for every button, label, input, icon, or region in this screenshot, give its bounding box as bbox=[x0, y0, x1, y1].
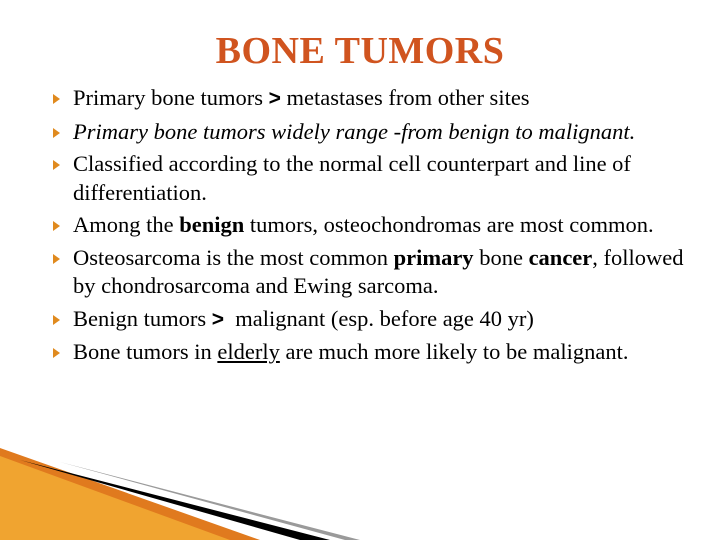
bullet-arrow-icon bbox=[53, 94, 60, 104]
bullet-text: are much more likely to be malignant. bbox=[279, 339, 629, 364]
bullet-text: Osteosarcoma is the most common bbox=[73, 244, 394, 270]
bold-term: cancer bbox=[528, 244, 593, 270]
bullet-text: bone bbox=[473, 244, 529, 270]
bullet-text: Among the bbox=[73, 212, 180, 237]
underlined-term: elderly bbox=[217, 339, 280, 364]
bullet-classification bbox=[48, 150, 698, 207]
bullet-primary-vs-metastases bbox=[48, 84, 698, 114]
bullet-text: Primary bone tumors widely range -from benign to malignant. bbox=[73, 118, 636, 144]
bullet-benign-common bbox=[48, 211, 698, 240]
bullet-arrow-icon bbox=[53, 128, 60, 138]
greater-than-symbol: > bbox=[268, 87, 281, 110]
bullet-osteosarcoma bbox=[48, 244, 698, 301]
bullet-arrow-icon bbox=[53, 221, 60, 231]
slide-title: BONE TUMORS bbox=[215, 30, 505, 72]
bullet-arrow-icon bbox=[53, 160, 60, 170]
greater-than-symbol: > bbox=[211, 307, 225, 331]
bullet-arrow-icon bbox=[53, 348, 60, 358]
bullet-list bbox=[48, 84, 698, 371]
bullet-text: Primary bone tumors bbox=[73, 85, 269, 110]
bullet-text: malignant (esp. before age 40 yr) bbox=[224, 305, 534, 331]
bullet-text: Classified according to the normal cell counterpart and line of differentiation. bbox=[73, 151, 631, 205]
bullet-benign-vs-malignant bbox=[48, 305, 698, 335]
bold-term: benign bbox=[179, 212, 245, 237]
bullet-arrow-icon bbox=[53, 254, 60, 264]
bullet-arrow-icon bbox=[53, 315, 60, 325]
bullet-text: Bone tumors in bbox=[73, 339, 218, 364]
bullet-text: metastases from other sites bbox=[280, 85, 530, 110]
bullet-range bbox=[48, 118, 698, 147]
bullet-text: tumors, osteochondromas are most common. bbox=[244, 212, 654, 237]
bullet-text: Benign tumors bbox=[73, 305, 212, 331]
bold-term: primary bbox=[393, 244, 474, 270]
bullet-elderly bbox=[48, 338, 698, 367]
bullet-text: , followed by chondrosarcoma and Ewing sarcoma. bbox=[73, 244, 684, 298]
